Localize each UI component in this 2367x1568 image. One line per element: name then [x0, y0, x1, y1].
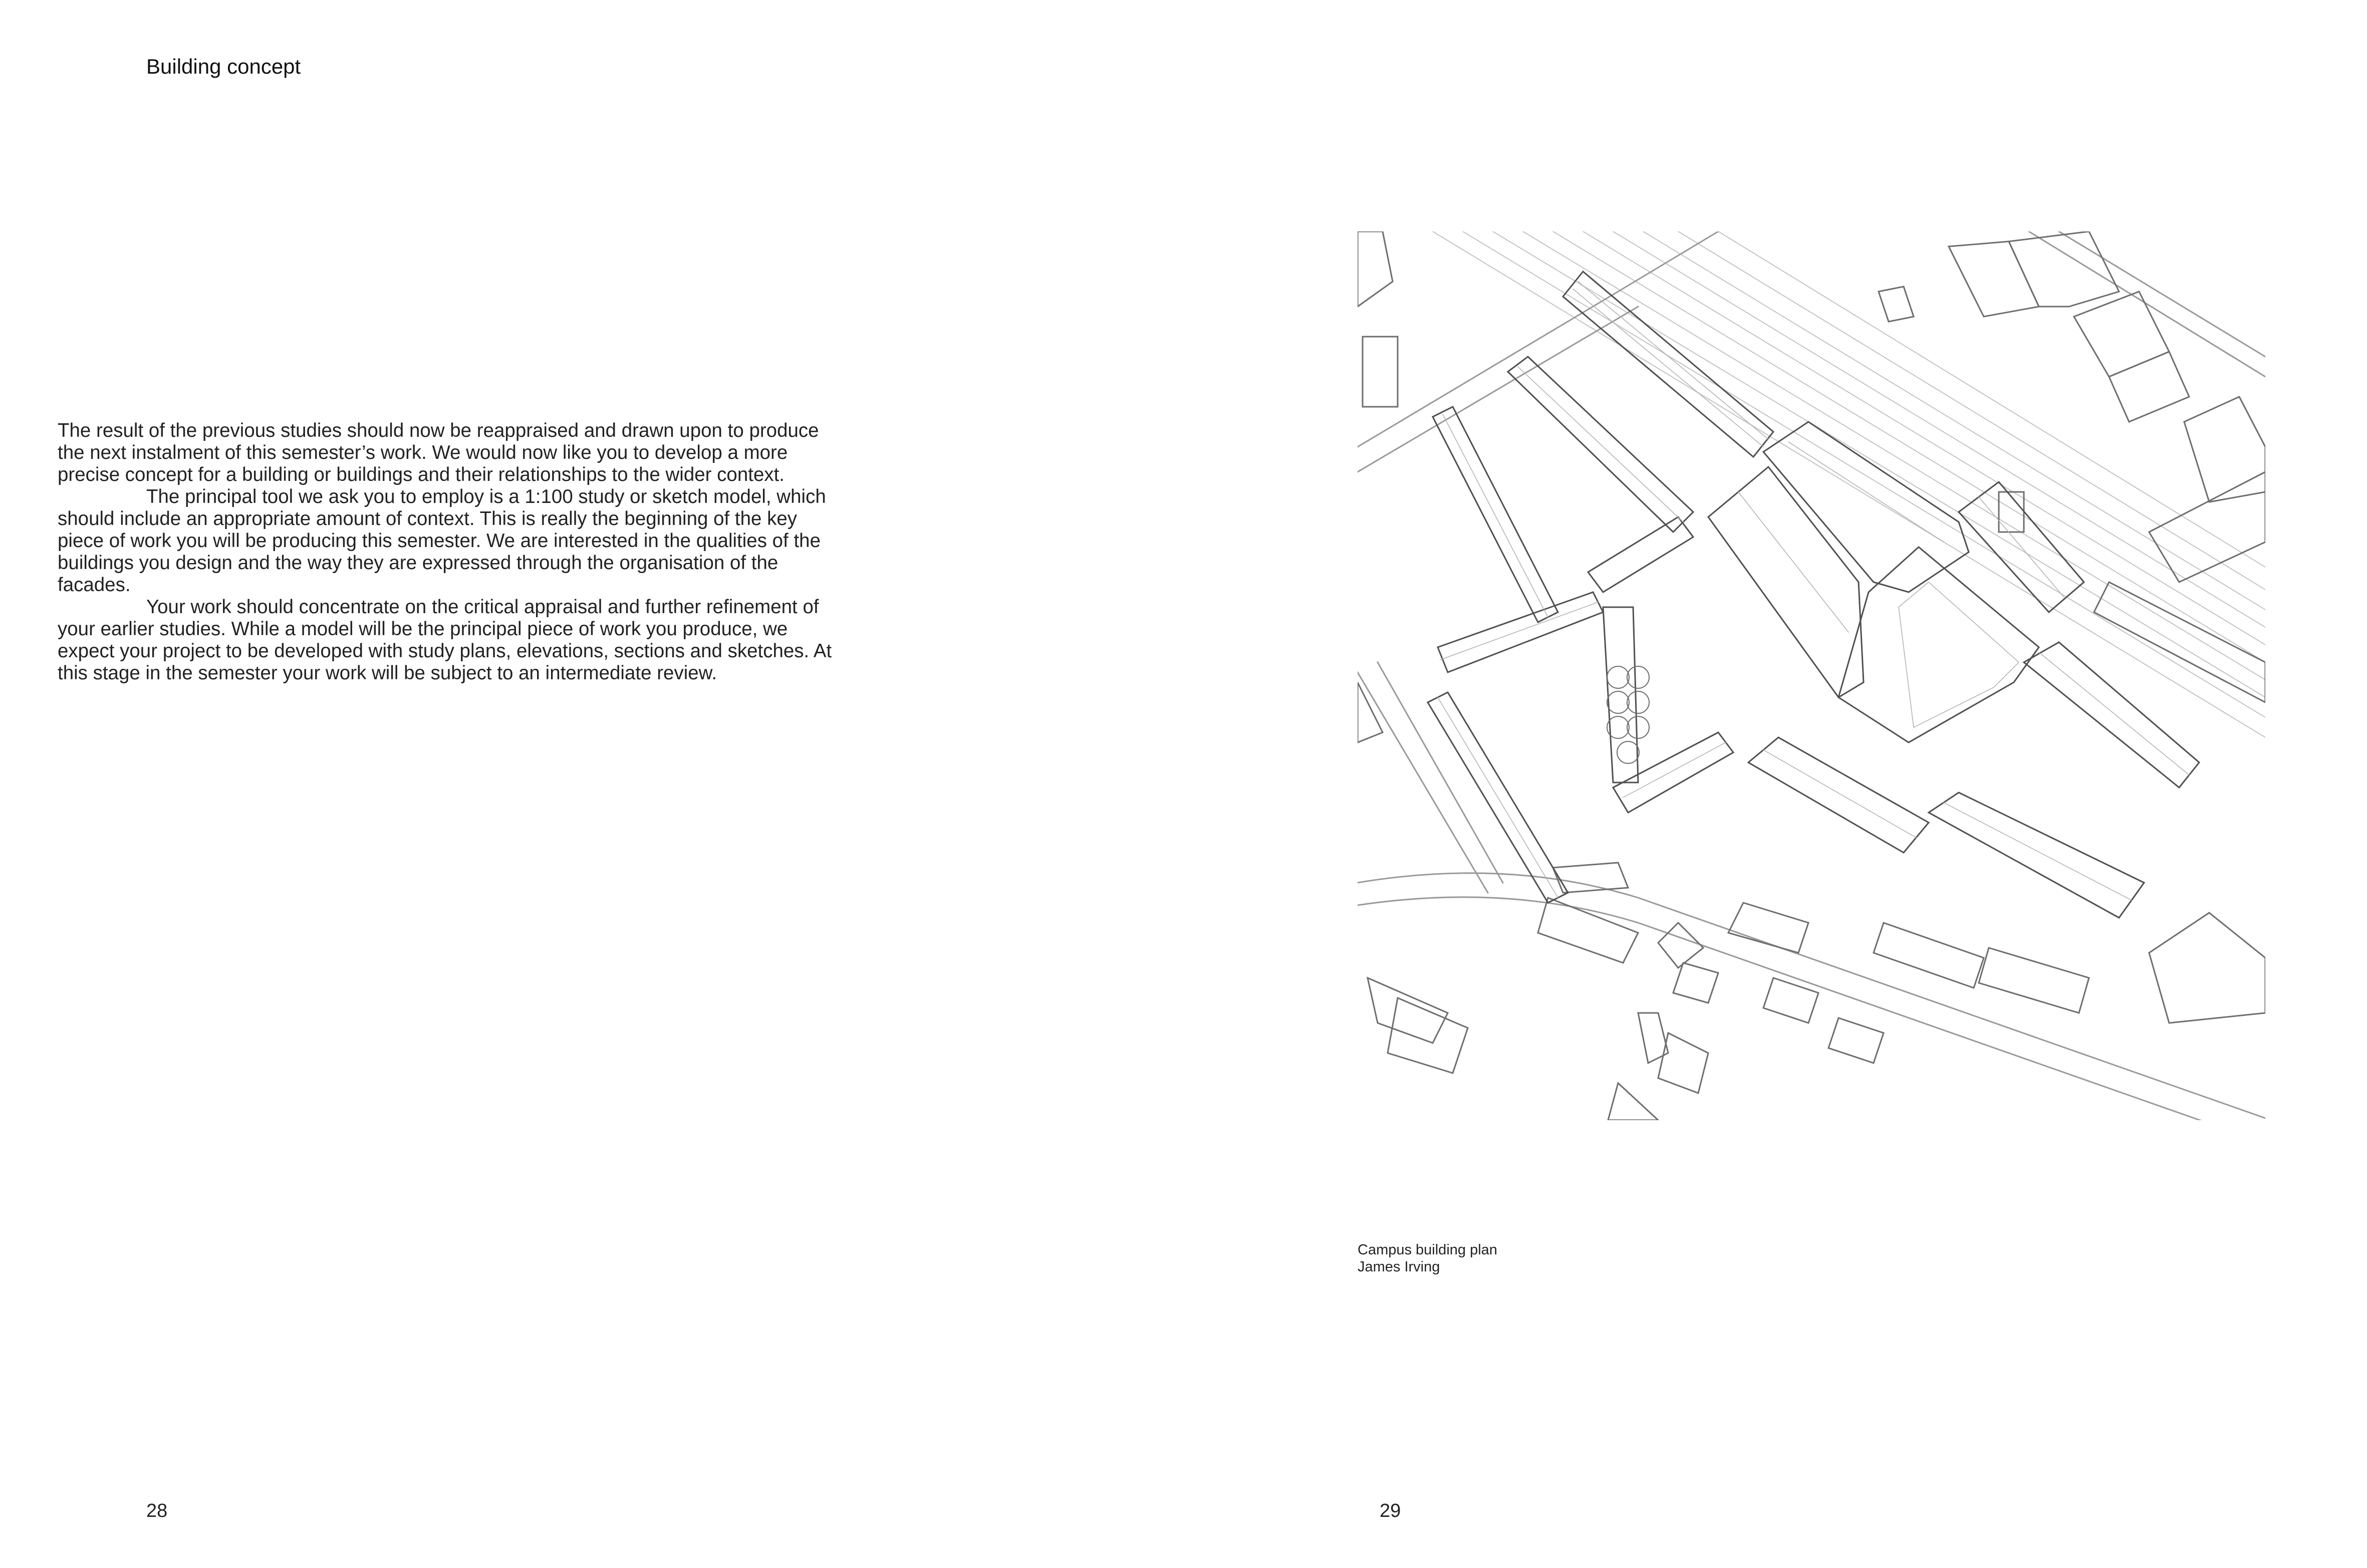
figure-caption	[1358, 1241, 1497, 1275]
plan-svg	[1358, 231, 2265, 1120]
page-number-left: 28	[146, 1500, 168, 1521]
roads	[1358, 231, 2265, 1120]
context-buildings-top-right	[1879, 231, 2265, 702]
context-buildings-left-bottom	[1358, 231, 2265, 1120]
room-subdivisions	[1438, 282, 2189, 900]
left-page	[0, 0, 1183, 1568]
caption-title: Campus building plan	[1358, 1242, 1497, 1258]
campus-plan-drawing	[1358, 231, 2265, 1120]
right-page	[1183, 0, 2366, 1568]
paragraph-2: The principal tool we ask you to employ is a 1:100 study or sketch model, which should include an appropriate amount of context. This is really the beginning of the key piece of work you will be producing this semester. We are interested in the qualities of the buildings you design and the way they are expressed through the organisation of the facades.	[58, 486, 826, 596]
courtyard-trees	[1607, 666, 1649, 763]
paragraph-3: Your work should concentrate on the critical appraisal and further refinement of your earlier studies. While a model will be the principal piece of work you produce, we expect your project to be developed with study plans, elevations, sections and sketches. At this stage in the semester your work will be subject to an intermediate review.	[58, 596, 832, 684]
section-title: Building concept	[146, 55, 301, 78]
page-number-right: 29	[1380, 1500, 1401, 1521]
proposed-campus-blocks	[1428, 272, 2199, 918]
caption-author: James Irving	[1358, 1259, 1440, 1275]
paragraph-1: The result of the previous studies should now be reappraised and drawn upon to produce the next instalment of this semester’s work. We would now like you to develop a more precise concept for a building or buildings and their relationships to the wider context.	[58, 420, 819, 485]
body-text	[58, 420, 839, 684]
